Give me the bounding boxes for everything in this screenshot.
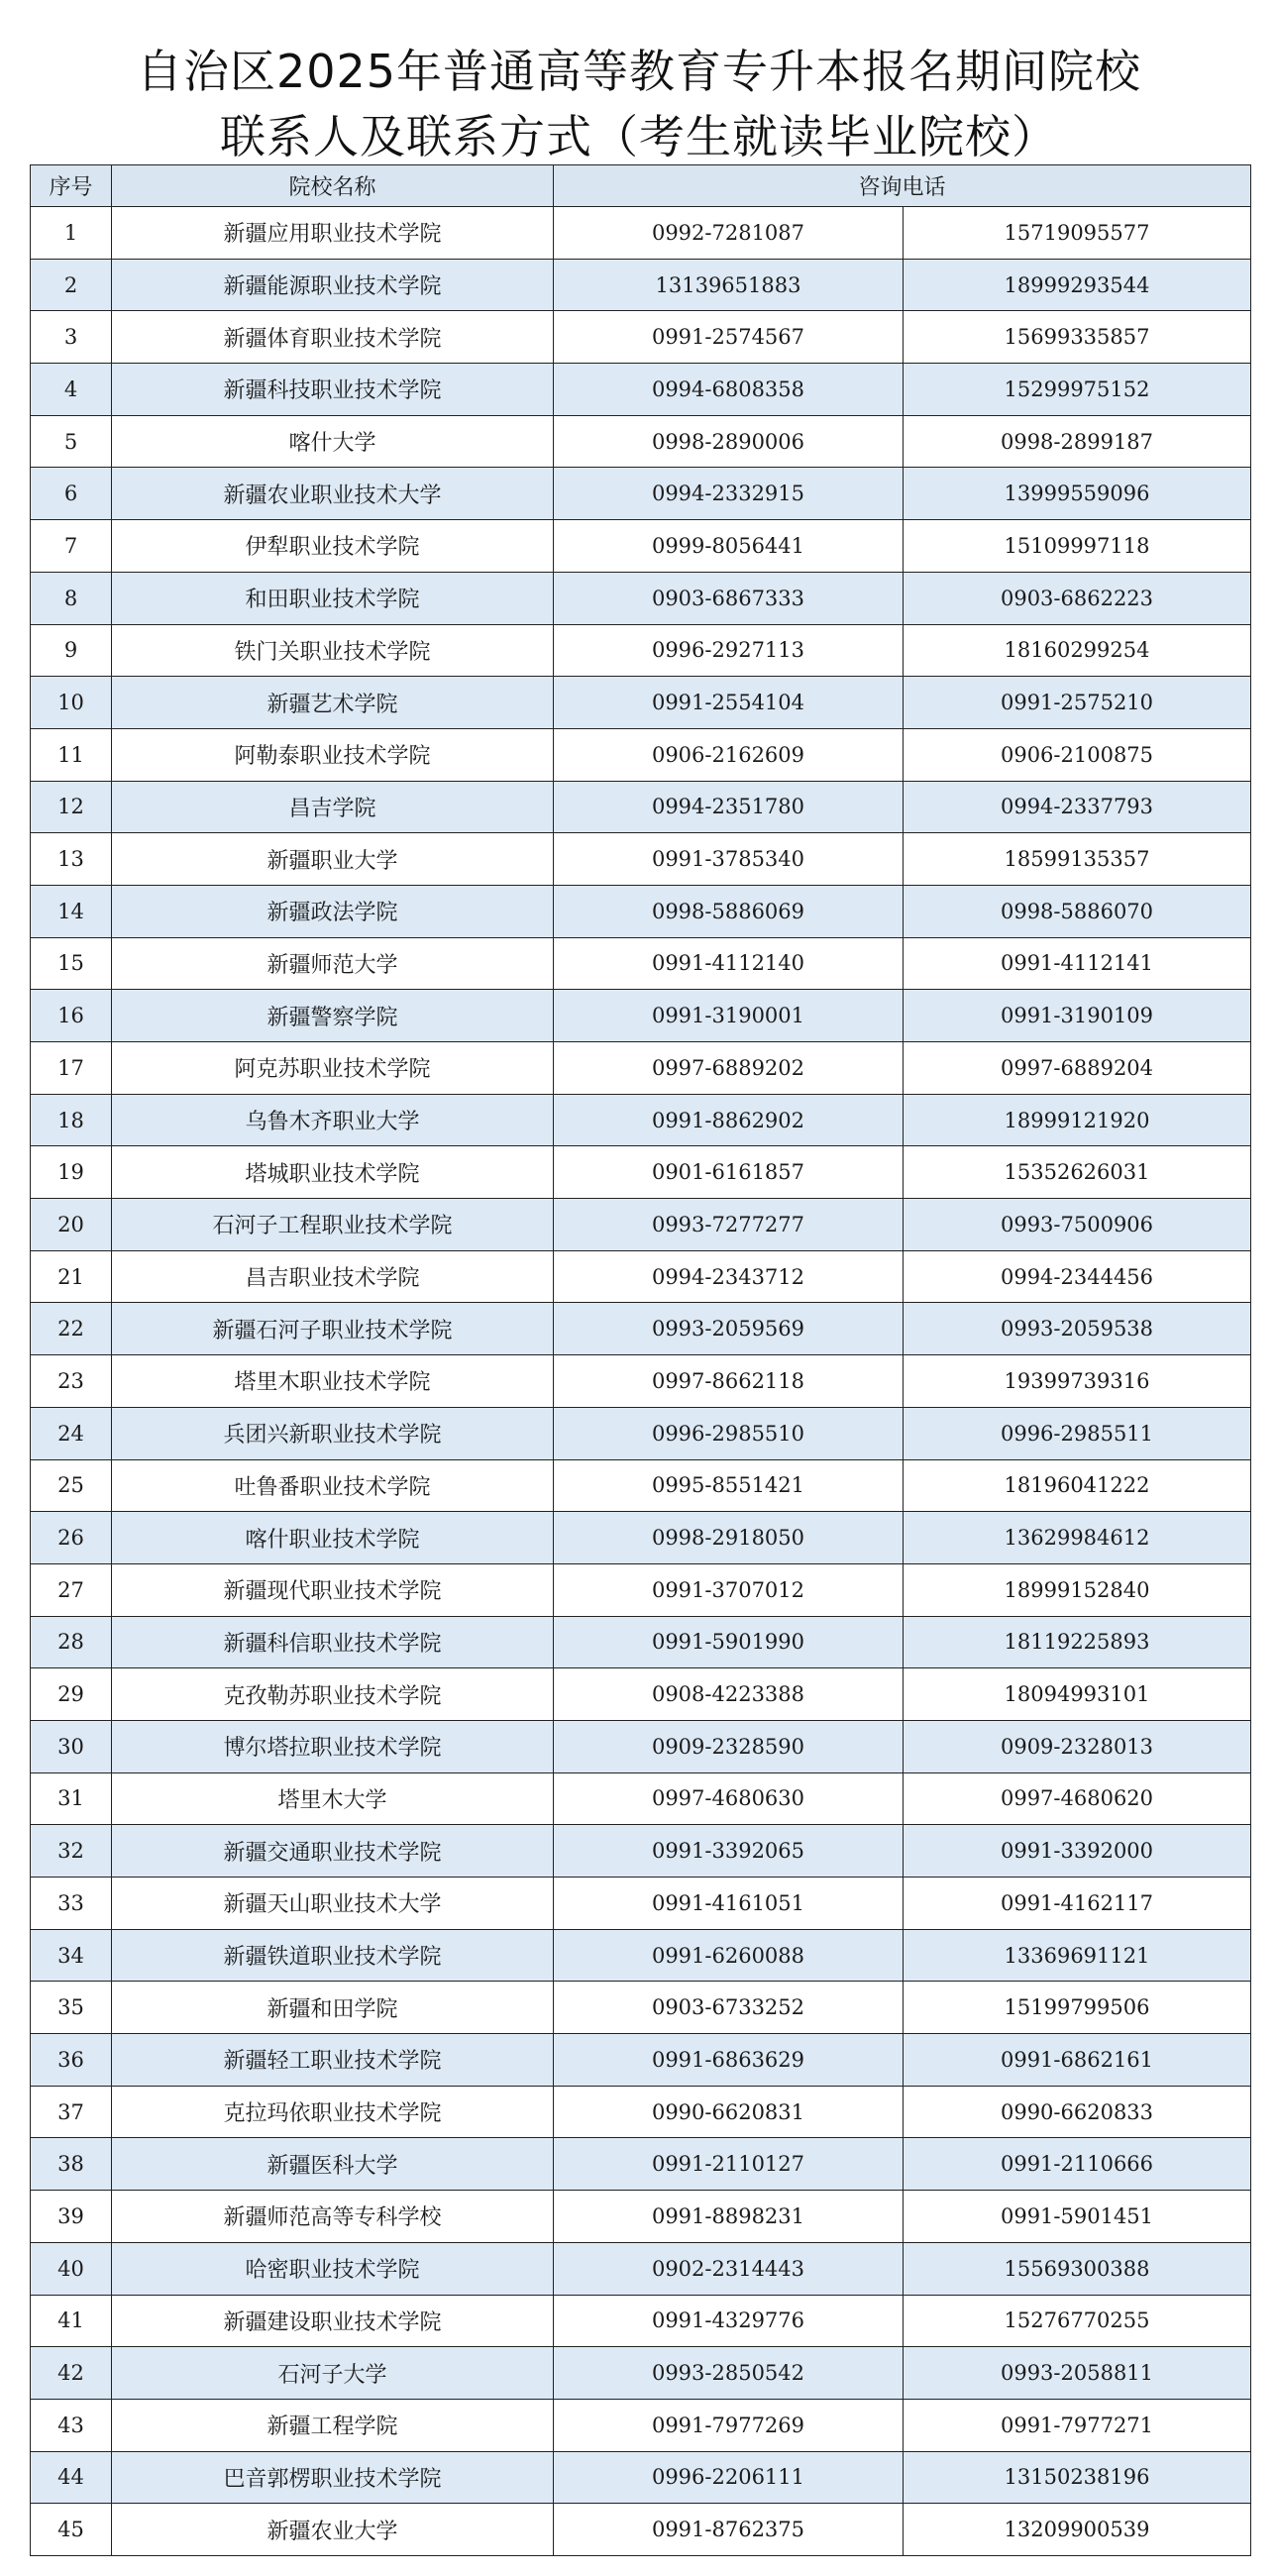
school-name: 伊犁职业技术学院 bbox=[112, 520, 554, 573]
phone-primary: 0991-6260088 bbox=[554, 1929, 904, 1982]
row-index: 27 bbox=[31, 1563, 112, 1616]
table-row bbox=[31, 1512, 1251, 1564]
row-index: 1 bbox=[31, 207, 112, 260]
phone-secondary: 0998-5886070 bbox=[904, 885, 1251, 937]
school-name: 昌吉职业技术学院 bbox=[112, 1250, 554, 1303]
school-name: 新疆科信职业技术学院 bbox=[112, 1616, 554, 1668]
row-index: 38 bbox=[31, 2138, 112, 2191]
school-name: 乌鲁木齐职业大学 bbox=[112, 1094, 554, 1146]
phone-secondary: 0993-2059538 bbox=[904, 1303, 1251, 1355]
school-name: 克孜勒苏职业技术学院 bbox=[112, 1668, 554, 1721]
phone-primary: 0993-2059569 bbox=[554, 1303, 904, 1355]
table-row bbox=[31, 1929, 1251, 1982]
row-index: 29 bbox=[31, 1668, 112, 1721]
row-index: 21 bbox=[31, 1250, 112, 1303]
school-name: 新疆艺术学院 bbox=[112, 677, 554, 729]
phone-primary: 0991-2110127 bbox=[554, 2138, 904, 2191]
phone-primary: 0991-3707012 bbox=[554, 1563, 904, 1616]
phone-secondary: 18999121920 bbox=[904, 1094, 1251, 1146]
row-index: 7 bbox=[31, 520, 112, 573]
school-name: 新疆交通职业技术学院 bbox=[112, 1825, 554, 1878]
school-name: 新疆建设职业技术学院 bbox=[112, 2295, 554, 2347]
row-index: 39 bbox=[31, 2191, 112, 2243]
row-index: 23 bbox=[31, 1355, 112, 1408]
school-name: 喀什职业技术学院 bbox=[112, 1512, 554, 1564]
table-row bbox=[31, 833, 1251, 886]
school-name: 新疆体育职业技术学院 bbox=[112, 311, 554, 364]
phone-secondary: 13150238196 bbox=[904, 2451, 1251, 2504]
phone-primary: 0991-5901990 bbox=[554, 1616, 904, 1668]
school-name: 塔里木职业技术学院 bbox=[112, 1355, 554, 1408]
phone-primary: 0990-6620831 bbox=[554, 2086, 904, 2138]
row-index: 17 bbox=[31, 1042, 112, 1095]
phone-primary: 0998-2890006 bbox=[554, 415, 904, 468]
phone-secondary: 0909-2328013 bbox=[904, 1720, 1251, 1772]
phone-secondary: 15199799506 bbox=[904, 1982, 1251, 2034]
school-name: 吐鲁番职业技术学院 bbox=[112, 1459, 554, 1512]
phone-secondary: 0991-5901451 bbox=[904, 2191, 1251, 2243]
row-index: 3 bbox=[31, 311, 112, 364]
school-name: 新疆农业大学 bbox=[112, 2504, 554, 2556]
row-index: 41 bbox=[31, 2295, 112, 2347]
phone-primary: 0903-6867333 bbox=[554, 572, 904, 624]
phone-secondary: 0990-6620833 bbox=[904, 2086, 1251, 2138]
phone-primary: 0909-2328590 bbox=[554, 1720, 904, 1772]
phone-primary: 0999-8056441 bbox=[554, 520, 904, 573]
table-row bbox=[31, 364, 1251, 416]
school-name: 新疆应用职业技术学院 bbox=[112, 207, 554, 260]
school-name: 新疆职业大学 bbox=[112, 833, 554, 886]
table-row bbox=[31, 2347, 1251, 2400]
table-row bbox=[31, 1878, 1251, 1930]
phone-secondary: 13209900539 bbox=[904, 2504, 1251, 2556]
phone-secondary: 0991-3392000 bbox=[904, 1825, 1251, 1878]
row-index: 22 bbox=[31, 1303, 112, 1355]
phone-primary: 0991-4161051 bbox=[554, 1878, 904, 1930]
row-index: 40 bbox=[31, 2242, 112, 2295]
table-row bbox=[31, 572, 1251, 624]
school-name: 新疆石河子职业技术学院 bbox=[112, 1303, 554, 1355]
phone-secondary: 15299975152 bbox=[904, 364, 1251, 416]
phone-primary: 0991-3785340 bbox=[554, 833, 904, 886]
phone-secondary: 0991-4162117 bbox=[904, 1878, 1251, 1930]
row-index: 9 bbox=[31, 624, 112, 677]
school-name: 塔里木大学 bbox=[112, 1772, 554, 1825]
phone-secondary: 0997-4680620 bbox=[904, 1772, 1251, 1825]
phone-primary: 0998-2918050 bbox=[554, 1512, 904, 1564]
table-row bbox=[31, 2295, 1251, 2347]
phone-secondary: 15109997118 bbox=[904, 520, 1251, 573]
school-name: 新疆工程学院 bbox=[112, 2399, 554, 2451]
table-row bbox=[31, 1772, 1251, 1825]
phone-secondary: 0998-2899187 bbox=[904, 415, 1251, 468]
school-name: 克拉玛依职业技术学院 bbox=[112, 2086, 554, 2138]
row-index: 43 bbox=[31, 2399, 112, 2451]
table-row bbox=[31, 1668, 1251, 1721]
table-row bbox=[31, 415, 1251, 468]
table-row bbox=[31, 1982, 1251, 2034]
phone-primary: 0991-3392065 bbox=[554, 1825, 904, 1878]
school-name: 兵团兴新职业技术学院 bbox=[112, 1407, 554, 1459]
table-row bbox=[31, 1459, 1251, 1512]
phone-primary: 0901-6161857 bbox=[554, 1146, 904, 1199]
row-index: 18 bbox=[31, 1094, 112, 1146]
table-row bbox=[31, 1094, 1251, 1146]
phone-secondary: 0991-4112141 bbox=[904, 937, 1251, 990]
table-row bbox=[31, 1199, 1251, 1251]
table-row bbox=[31, 1563, 1251, 1616]
table-row bbox=[31, 2191, 1251, 2243]
row-index: 12 bbox=[31, 781, 112, 833]
row-index: 4 bbox=[31, 364, 112, 416]
phone-secondary: 0994-2337793 bbox=[904, 781, 1251, 833]
phone-primary: 0994-2332915 bbox=[554, 468, 904, 520]
row-index: 33 bbox=[31, 1878, 112, 1930]
school-name: 石河子大学 bbox=[112, 2347, 554, 2400]
table-row bbox=[31, 2138, 1251, 2191]
table-row bbox=[31, 990, 1251, 1042]
table-row bbox=[31, 677, 1251, 729]
row-index: 6 bbox=[31, 468, 112, 520]
school-name: 巴音郭楞职业技术学院 bbox=[112, 2451, 554, 2504]
school-name: 新疆师范大学 bbox=[112, 937, 554, 990]
table-row bbox=[31, 2034, 1251, 2087]
school-name: 新疆铁道职业技术学院 bbox=[112, 1929, 554, 1982]
header-consult-phone: 咨询电话 bbox=[554, 165, 1251, 207]
phone-secondary: 0906-2100875 bbox=[904, 728, 1251, 781]
phone-primary: 0906-2162609 bbox=[554, 728, 904, 781]
table-row bbox=[31, 259, 1251, 311]
row-index: 19 bbox=[31, 1146, 112, 1199]
phone-primary: 0991-4329776 bbox=[554, 2295, 904, 2347]
header-index: 序号 bbox=[31, 165, 112, 207]
school-name: 博尔塔拉职业技术学院 bbox=[112, 1720, 554, 1772]
school-name: 昌吉学院 bbox=[112, 781, 554, 833]
phone-primary: 0998-5886069 bbox=[554, 885, 904, 937]
page-title-line-1: 自治区2025年普通高等教育专升本报名期间院校 bbox=[136, 45, 1142, 98]
phone-secondary: 13369691121 bbox=[904, 1929, 1251, 1982]
phone-primary: 0908-4223388 bbox=[554, 1668, 904, 1721]
phone-primary: 0991-3190001 bbox=[554, 990, 904, 1042]
phone-primary: 0991-8762375 bbox=[554, 2504, 904, 2556]
table-row bbox=[31, 2451, 1251, 2504]
row-index: 11 bbox=[31, 728, 112, 781]
phone-primary: 0997-4680630 bbox=[554, 1772, 904, 1825]
table-row bbox=[31, 520, 1251, 573]
row-index: 15 bbox=[31, 937, 112, 990]
school-name: 阿克苏职业技术学院 bbox=[112, 1042, 554, 1095]
row-index: 45 bbox=[31, 2504, 112, 2556]
phone-secondary: 18599135357 bbox=[904, 833, 1251, 886]
phone-primary: 0992-7281087 bbox=[554, 207, 904, 260]
phone-secondary: 19399739316 bbox=[904, 1355, 1251, 1408]
phone-secondary: 15276770255 bbox=[904, 2295, 1251, 2347]
phone-primary: 0991-2574567 bbox=[554, 311, 904, 364]
phone-secondary: 18999293544 bbox=[904, 259, 1251, 311]
table-row bbox=[31, 2399, 1251, 2451]
table-row bbox=[31, 1250, 1251, 1303]
row-index: 24 bbox=[31, 1407, 112, 1459]
phone-primary: 0994-6808358 bbox=[554, 364, 904, 416]
table-row bbox=[31, 2242, 1251, 2295]
row-index: 32 bbox=[31, 1825, 112, 1878]
school-name: 塔城职业技术学院 bbox=[112, 1146, 554, 1199]
phone-secondary: 0993-2058811 bbox=[904, 2347, 1251, 2400]
row-index: 8 bbox=[31, 572, 112, 624]
school-name: 新疆农业职业技术大学 bbox=[112, 468, 554, 520]
row-index: 25 bbox=[31, 1459, 112, 1512]
table-row bbox=[31, 1146, 1251, 1199]
phone-primary: 0993-7277277 bbox=[554, 1199, 904, 1251]
phone-secondary: 0997-6889204 bbox=[904, 1042, 1251, 1095]
table-row bbox=[31, 1042, 1251, 1095]
table-row bbox=[31, 1720, 1251, 1772]
row-index: 31 bbox=[31, 1772, 112, 1825]
table-body bbox=[31, 207, 1251, 2556]
row-index: 10 bbox=[31, 677, 112, 729]
phone-secondary: 13999559096 bbox=[904, 468, 1251, 520]
phone-primary: 0997-6889202 bbox=[554, 1042, 904, 1095]
table-row bbox=[31, 1616, 1251, 1668]
phone-primary: 0991-8898231 bbox=[554, 2191, 904, 2243]
school-name: 石河子工程职业技术学院 bbox=[112, 1199, 554, 1251]
phone-secondary: 0991-2575210 bbox=[904, 677, 1251, 729]
phone-secondary: 0991-3190109 bbox=[904, 990, 1251, 1042]
row-index: 5 bbox=[31, 415, 112, 468]
table-row bbox=[31, 2086, 1251, 2138]
phone-primary: 0994-2351780 bbox=[554, 781, 904, 833]
phone-primary: 13139651883 bbox=[554, 259, 904, 311]
school-name: 铁门关职业技术学院 bbox=[112, 624, 554, 677]
phone-secondary: 15352626031 bbox=[904, 1146, 1251, 1199]
school-name: 新疆轻工职业技术学院 bbox=[112, 2034, 554, 2087]
school-name: 哈密职业技术学院 bbox=[112, 2242, 554, 2295]
phone-secondary: 18160299254 bbox=[904, 624, 1251, 677]
phone-secondary: 0993-7500906 bbox=[904, 1199, 1251, 1251]
table-row bbox=[31, 207, 1251, 260]
row-index: 2 bbox=[31, 259, 112, 311]
row-index: 16 bbox=[31, 990, 112, 1042]
school-name: 新疆科技职业技术学院 bbox=[112, 364, 554, 416]
school-name: 新疆师范高等专科学校 bbox=[112, 2191, 554, 2243]
row-index: 30 bbox=[31, 1720, 112, 1772]
table-row bbox=[31, 728, 1251, 781]
table-row bbox=[31, 1303, 1251, 1355]
table-row bbox=[31, 311, 1251, 364]
table-row bbox=[31, 781, 1251, 833]
phone-primary: 0997-8662118 bbox=[554, 1355, 904, 1408]
table-row bbox=[31, 1355, 1251, 1408]
phone-primary: 0996-2927113 bbox=[554, 624, 904, 677]
table-row bbox=[31, 624, 1251, 677]
table-row bbox=[31, 1825, 1251, 1878]
school-name: 和田职业技术学院 bbox=[112, 572, 554, 624]
phone-secondary: 13629984612 bbox=[904, 1512, 1251, 1564]
phone-secondary: 15699335857 bbox=[904, 311, 1251, 364]
phone-secondary: 0996-2985511 bbox=[904, 1407, 1251, 1459]
phone-secondary: 0903-6862223 bbox=[904, 572, 1251, 624]
phone-secondary: 15719095577 bbox=[904, 207, 1251, 260]
table-row bbox=[31, 885, 1251, 937]
phone-primary: 0993-2850542 bbox=[554, 2347, 904, 2400]
row-index: 36 bbox=[31, 2034, 112, 2087]
school-name: 新疆和田学院 bbox=[112, 1982, 554, 2034]
phone-primary: 0991-2554104 bbox=[554, 677, 904, 729]
phone-secondary: 0991-6862161 bbox=[904, 2034, 1251, 2087]
phone-secondary: 18094993101 bbox=[904, 1668, 1251, 1721]
phone-primary: 0991-4112140 bbox=[554, 937, 904, 990]
school-name: 新疆医科大学 bbox=[112, 2138, 554, 2191]
phone-primary: 0991-7977269 bbox=[554, 2399, 904, 2451]
phone-primary: 0994-2343712 bbox=[554, 1250, 904, 1303]
row-index: 44 bbox=[31, 2451, 112, 2504]
table-row bbox=[31, 468, 1251, 520]
school-name: 新疆天山职业技术大学 bbox=[112, 1878, 554, 1930]
phone-secondary: 15569300388 bbox=[904, 2242, 1251, 2295]
phone-secondary: 18196041222 bbox=[904, 1459, 1251, 1512]
phone-secondary: 18999152840 bbox=[904, 1563, 1251, 1616]
table-header-row bbox=[31, 165, 1251, 207]
header-school-name: 院校名称 bbox=[112, 165, 554, 207]
phone-primary: 0991-6863629 bbox=[554, 2034, 904, 2087]
row-index: 14 bbox=[31, 885, 112, 937]
table-row bbox=[31, 937, 1251, 990]
school-name: 新疆政法学院 bbox=[112, 885, 554, 937]
page-title-line-2: 联系人及联系方式（考生就读毕业院校） bbox=[220, 110, 1058, 163]
school-name: 新疆能源职业技术学院 bbox=[112, 259, 554, 311]
row-index: 13 bbox=[31, 833, 112, 886]
phone-primary: 0991-8862902 bbox=[554, 1094, 904, 1146]
table-row bbox=[31, 1407, 1251, 1459]
row-index: 26 bbox=[31, 1512, 112, 1564]
row-index: 28 bbox=[31, 1616, 112, 1668]
phone-secondary: 0991-2110666 bbox=[904, 2138, 1251, 2191]
phone-primary: 0995-8551421 bbox=[554, 1459, 904, 1512]
phone-secondary: 0994-2344456 bbox=[904, 1250, 1251, 1303]
table-row bbox=[31, 2504, 1251, 2556]
row-index: 35 bbox=[31, 1982, 112, 2034]
phone-primary: 0903-6733252 bbox=[554, 1982, 904, 2034]
row-index: 34 bbox=[31, 1929, 112, 1982]
school-name: 新疆现代职业技术学院 bbox=[112, 1563, 554, 1616]
phone-secondary: 0991-7977271 bbox=[904, 2399, 1251, 2451]
row-index: 20 bbox=[31, 1199, 112, 1251]
phone-secondary: 18119225893 bbox=[904, 1616, 1251, 1668]
phone-primary: 0996-2206111 bbox=[554, 2451, 904, 2504]
contact-table bbox=[30, 164, 1251, 2556]
school-name: 新疆警察学院 bbox=[112, 990, 554, 1042]
row-index: 37 bbox=[31, 2086, 112, 2138]
school-name: 喀什大学 bbox=[112, 415, 554, 468]
school-name: 阿勒泰职业技术学院 bbox=[112, 728, 554, 781]
row-index: 42 bbox=[31, 2347, 112, 2400]
phone-primary: 0902-2314443 bbox=[554, 2242, 904, 2295]
phone-primary: 0996-2985510 bbox=[554, 1407, 904, 1459]
